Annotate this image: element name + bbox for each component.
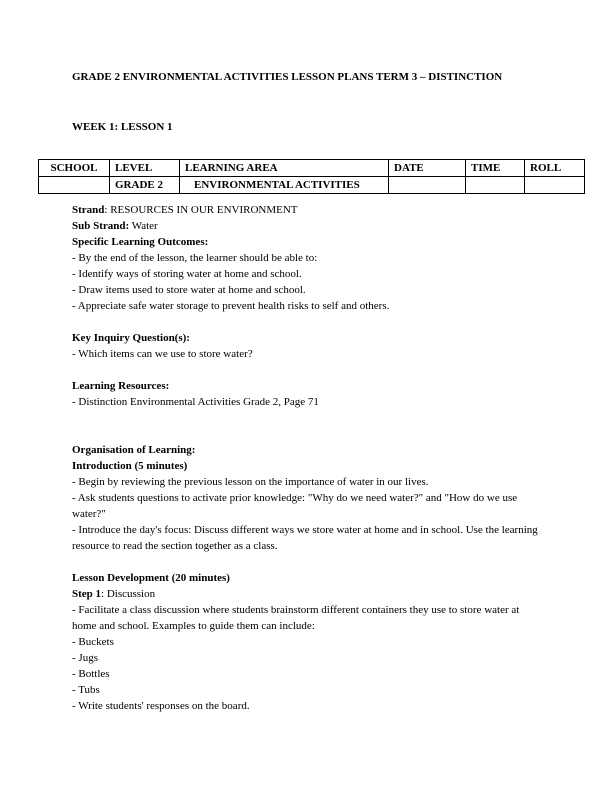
cell-learning-area: ENVIRONMENTAL ACTIVITIES [180, 177, 389, 194]
list-item: - Appreciate safe water storage to prevent health risks to self and others. [72, 300, 390, 312]
outcomes-heading: Specific Learning Outcomes: [72, 236, 209, 248]
lesson-heading: WEEK 1: LESSON 1 [72, 121, 173, 133]
sub-strand-value: Water [129, 220, 158, 232]
header-learning-area: LEARNING AREA [180, 160, 389, 177]
organisation-heading: Organisation of Learning: [72, 444, 196, 456]
cell-level: GRADE 2 [110, 177, 180, 194]
list-item: - Begin by reviewing the previous lesson on the importance of water in our lives. [72, 476, 429, 488]
step-label: Step 1 [72, 588, 102, 600]
lesson-body [72, 202, 542, 714]
list-item: - By the end of the lesson, the learner should be able to: [72, 252, 318, 264]
document-title: GRADE 2 ENVIRONMENTAL ACTIVITIES LESSON PLANS TERM 3 – DISTINCTION [72, 71, 503, 83]
list-item: - Write students' responses on the board. [72, 700, 250, 712]
resources-heading: Learning Resources: [72, 380, 170, 392]
sub-strand-label: Sub Strand: [72, 220, 130, 232]
list-item: - Ask students questions to activate prior knowledge: "Why do we need water?" and "How do we use water?" [72, 492, 518, 520]
lesson-info-table [38, 159, 585, 194]
header-level: LEVEL [110, 160, 180, 177]
sub-strand-line [72, 218, 542, 234]
cell-roll [525, 177, 585, 194]
list-item: - Which items can we use to store water? [72, 348, 253, 360]
list-item: - Tubs [72, 684, 100, 696]
list-item: - Bottles [72, 668, 110, 680]
header-date: DATE [389, 160, 466, 177]
list-item: - Identify ways of storing water at home and school. [72, 268, 302, 280]
header-roll: ROLL [525, 160, 585, 177]
strand-label: Strand [72, 204, 105, 216]
list-item: - Distinction Environmental Activities Grade 2, Page 71 [72, 396, 319, 408]
cell-school [39, 177, 110, 194]
development-heading: Lesson Development (20 minutes) [72, 572, 230, 584]
step-value: : Discussion [101, 588, 156, 600]
list-item: - Draw items used to store water at home and school. [72, 284, 306, 296]
list-item: - Facilitate a class discussion where students brainstorm different containers they use to store water at home and school. Examples to guide them can include: [72, 604, 520, 632]
strand-line [72, 202, 542, 218]
step-line [72, 586, 542, 602]
inquiry-heading: Key Inquiry Question(s): [72, 332, 190, 344]
cell-time [466, 177, 525, 194]
table-header-row [39, 160, 585, 177]
header-time: TIME [466, 160, 525, 177]
header-school: SCHOOL [39, 160, 110, 177]
list-item: - Introduce the day's focus: Discuss different ways we store water at home and in school. Use the learning resource to read the section together as a class. [72, 524, 538, 552]
list-item: - Buckets [72, 636, 114, 648]
list-item: - Jugs [72, 652, 98, 664]
cell-date [389, 177, 466, 194]
table-value-row [39, 177, 585, 194]
strand-value: : RESOURCES IN OUR ENVIRONMENT [104, 204, 298, 216]
introduction-heading: Introduction (5 minutes) [72, 460, 188, 472]
